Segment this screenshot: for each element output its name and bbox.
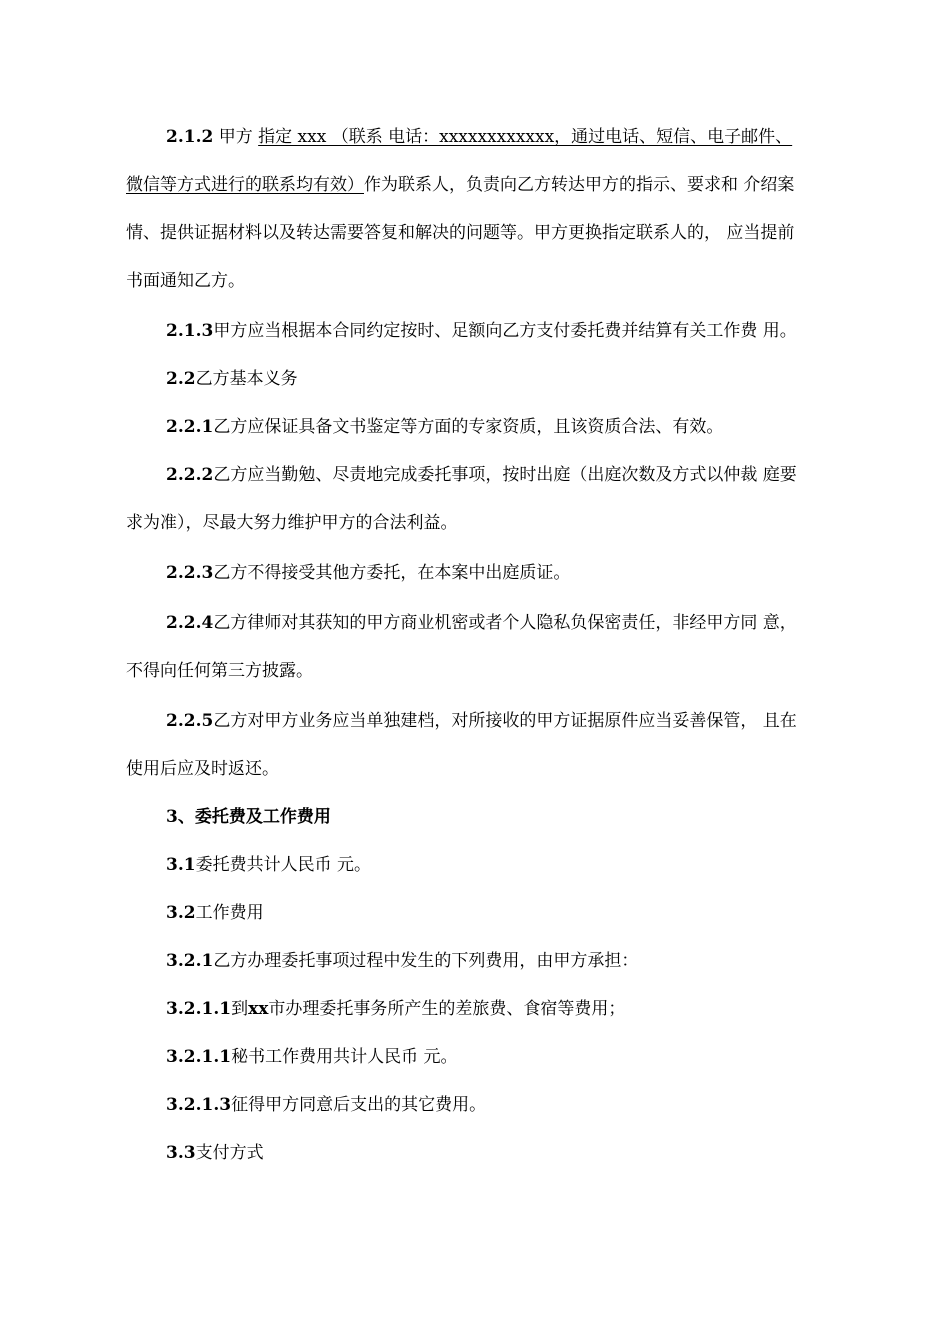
clause-2-1-2-line-2	[126, 170, 842, 200]
clause-number: 3.2	[166, 903, 196, 923]
clause-number: 2.2.5	[166, 711, 214, 731]
clause-number: 2.2.3	[166, 563, 214, 583]
clause-text: 甲方应当根据本合同约定按时、足额向乙方支付委托费并结算有关工作费 用。	[213, 321, 797, 341]
clause-text: 甲方	[218, 127, 253, 147]
clause-text: 委托费共计人民币 元。	[195, 855, 371, 875]
clause-2-2-2-line-1	[166, 460, 842, 490]
clause-number: 3.3	[166, 1143, 196, 1163]
clause-number: 3.2.1.1	[166, 999, 232, 1019]
clause-2-2-3	[166, 558, 842, 588]
clause-text: 乙方办理委托事项过程中发生的下列费用，由甲方承担：	[213, 951, 639, 971]
clause-number: 2.1.3	[166, 321, 214, 341]
clause-text: 作为联系人，负责向乙方转达甲方的指示、要求和 介绍案	[364, 175, 795, 195]
clause-3-1	[166, 850, 842, 880]
clause-3-2-1-1-secretary	[166, 1042, 842, 1072]
clause-text: 乙方律师对其获知的甲方商业机密或者个人隐私负保密责任，非经甲方同 意，	[213, 613, 797, 633]
section-3-heading: 3、委托费及工作费用	[166, 807, 331, 827]
clause-number: 2.2.4	[166, 613, 214, 633]
clause-text: 乙方应当勤勉、尽责地完成委托事项，按时出庭（出庭次数及方式以仲裁 庭要	[213, 465, 797, 485]
underlined-contact-text: 指定 xxx （联系 电话：xxxxxxxxxxxx，通过电话、短信、电子邮件、	[258, 127, 793, 147]
clause-text: 到	[231, 999, 249, 1019]
clause-2-2-4-line-1	[166, 608, 842, 638]
underlined-contact-text: 微信等方式进行的联系均有效）	[126, 175, 364, 195]
clause-2-1-2-line-1	[166, 122, 842, 152]
clause-text: 征得甲方同意后支出的其它费用。	[231, 1095, 487, 1115]
clause-2-1-2-line-4: 书面通知乙方。	[126, 271, 245, 291]
clause-text: 乙方基本义务	[195, 369, 298, 389]
clause-3-2	[166, 898, 842, 928]
clause-number: 2.2.2	[166, 465, 214, 485]
clause-number: 3.2.1	[166, 951, 214, 971]
clause-text: 秘书工作费用共计人民币 元。	[231, 1047, 458, 1067]
clause-2-2-4-line-2: 不得向任何第三方披露。	[126, 661, 313, 681]
clause-3-2-1-3	[166, 1090, 842, 1120]
clause-number: 3.2.1.3	[166, 1095, 232, 1115]
clause-text: 乙方应保证具备文书鉴定等方面的专家资质，且该资质合法、有效。	[213, 417, 724, 437]
clause-text: 乙方对甲方业务应当单独建档，对所接收的甲方证据原件应当妥善保管， 且在	[213, 711, 797, 731]
clause-number: 2.2.1	[166, 417, 214, 437]
clause-3-3	[166, 1138, 842, 1168]
city-placeholder: xx	[248, 999, 269, 1019]
clause-text: 市办理委托事务所产生的差旅费、食宿等费用；	[268, 999, 626, 1019]
clause-number: 3.1	[166, 855, 196, 875]
clause-2-2-5-line-2: 使用后应及时返还。	[126, 759, 279, 779]
clause-text: 工作费用	[195, 903, 264, 923]
clause-2-2-5-line-1	[166, 706, 842, 736]
clause-2-1-3	[166, 316, 842, 346]
clause-text: 乙方不得接受其他方委托，在本案中出庭质证。	[213, 563, 571, 583]
clause-number: 2.1.2	[166, 127, 214, 147]
clause-2-2	[166, 364, 842, 394]
clause-number: 3.2.1.1	[166, 1047, 232, 1067]
clause-2-2-2-line-2: 求为准），尽最大努力维护甲方的合法利益。	[126, 513, 458, 533]
clause-number: 2.2	[166, 369, 196, 389]
clause-3-2-1	[166, 946, 842, 976]
clause-text: 支付方式	[195, 1143, 264, 1163]
clause-3-2-1-1	[166, 994, 842, 1024]
clause-2-2-1	[166, 412, 842, 442]
clause-2-1-2-line-3: 情、提供证据材料以及转达需要答复和解决的问题等。甲方更换指定联系人的， 应当提前	[126, 223, 795, 243]
